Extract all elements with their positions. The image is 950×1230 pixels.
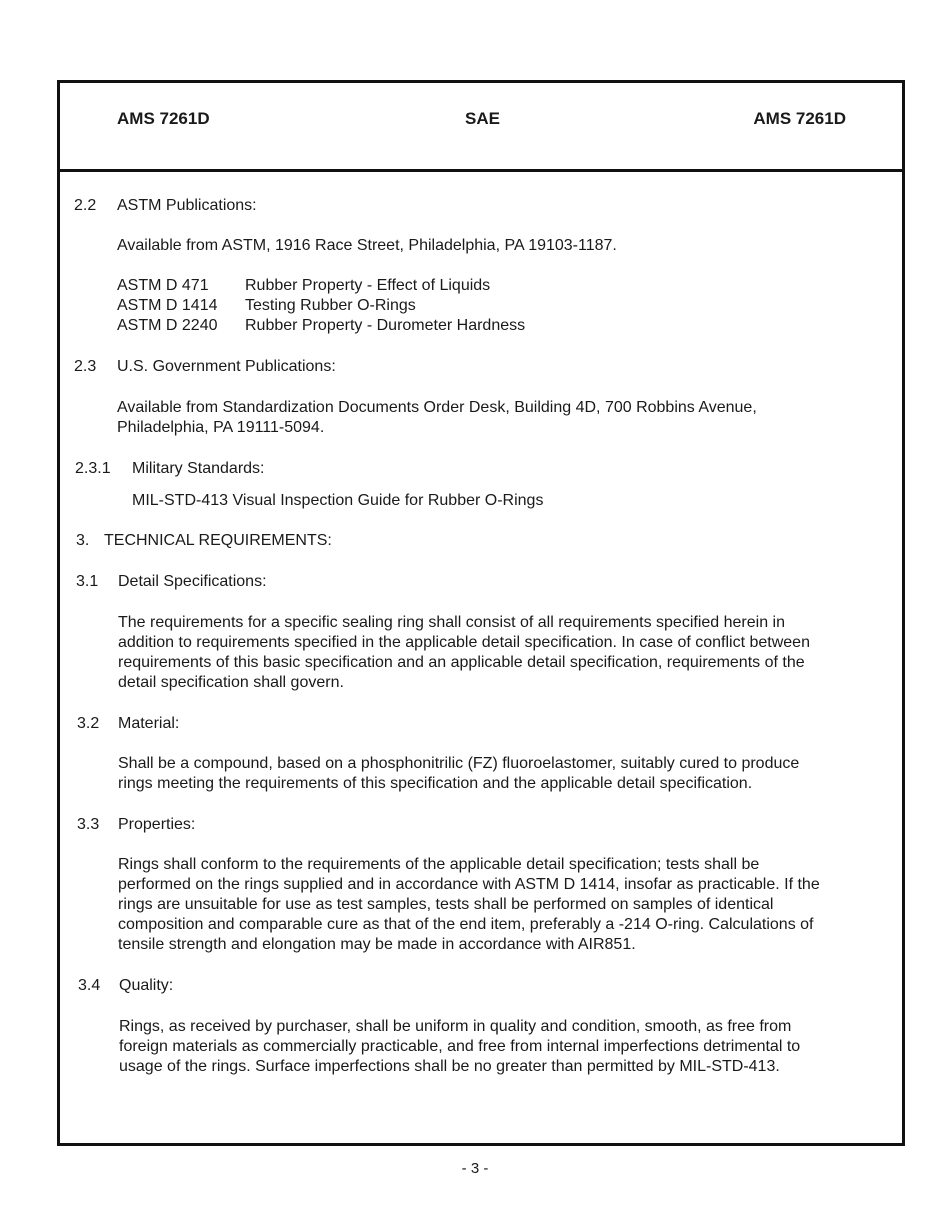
- paragraph-line: Philadelphia, PA 19111-5094.: [117, 419, 325, 436]
- section-3-1-number: 3.1: [76, 573, 99, 590]
- section-2-3-number: 2.3: [74, 358, 97, 375]
- section-2-2-title: ASTM Publications:: [117, 197, 257, 214]
- section-3-4-title: Quality:: [119, 977, 174, 994]
- section-3-4-number: 3.4: [78, 977, 101, 994]
- paragraph-line: foreign materials as commercially practicable, and free from internal imperfections detrimental to: [119, 1038, 801, 1055]
- section-3-1-body: [118, 613, 878, 693]
- reference-code: ASTM D 471: [117, 277, 209, 294]
- paragraph-line: rings are unsuitable for use as test samples, tests shall be performed on samples of identical: [118, 896, 774, 913]
- section-3-3-title: Properties:: [118, 816, 196, 833]
- header-doc-number-left: AMS 7261D: [117, 109, 210, 128]
- paragraph-line: composition and comparable cure as that of the end item, preferably a -214 O-ring. Calculations of: [118, 916, 814, 933]
- paragraph-line: Shall be a compound, based on a phosphonitrilic (FZ) fluoroelastomer, suitably cured to produce: [118, 755, 800, 772]
- reference-code: ASTM D 2240: [117, 317, 218, 334]
- reference-row: [117, 276, 490, 296]
- page-number: - 3 -: [461, 1160, 489, 1177]
- paragraph-line: tensile strength and elongation may be made in accordance with AIR851.: [118, 936, 636, 953]
- paragraph-line: Available from Standardization Documents Order Desk, Building 4D, 700 Robbins Avenue,: [117, 399, 757, 416]
- paragraph-line: detail specification shall govern.: [118, 674, 344, 691]
- section-3-2-body: [118, 754, 878, 794]
- section-3-3-number: 3.3: [77, 816, 100, 833]
- section-3-4-body: [119, 1017, 879, 1077]
- paragraph-line: requirements of this basic specification and an applicable detail specification, requirements of the: [118, 654, 805, 671]
- header-org: SAE: [465, 109, 500, 128]
- reference-title: Rubber Property - Effect of Liquids: [245, 277, 491, 294]
- section-2-3-1-number: 2.3.1: [75, 460, 111, 477]
- paragraph-line: performed on the rings supplied and in accordance with ASTM D 1414, insofar as practicable. If the: [118, 876, 820, 893]
- section-2-3-availability: [117, 398, 877, 438]
- section-2-3-title: U.S. Government Publications:: [117, 358, 336, 375]
- reference-row: [117, 296, 416, 316]
- section-3-number: 3.: [76, 532, 90, 549]
- paragraph-line: usage of the rings. Surface imperfections shall be no greater than permitted by MIL-STD-413.: [119, 1058, 780, 1075]
- section-3-title: TECHNICAL REQUIREMENTS:: [104, 532, 332, 549]
- paragraph-line: rings meeting the requirements of this specification and the applicable detail specification.: [118, 775, 753, 792]
- paragraph-line: Rings shall conform to the requirements of the applicable detail specification; tests shall be: [118, 856, 760, 873]
- reference-code: ASTM D 1414: [117, 297, 218, 314]
- section-2-2-number: 2.2: [74, 197, 97, 214]
- section-2-3-1-reference: MIL-STD-413 Visual Inspection Guide for Rubber O-Rings: [132, 492, 544, 509]
- reference-row: [117, 316, 525, 336]
- section-3-2-number: 3.2: [77, 715, 100, 732]
- reference-title: Testing Rubber O-Rings: [245, 297, 416, 314]
- section-2-2-availability: Available from ASTM, 1916 Race Street, Philadelphia, PA 19103-1187.: [117, 237, 617, 254]
- header-doc-number-right: AMS 7261D: [753, 109, 846, 128]
- section-3-2-title: Material:: [118, 715, 180, 732]
- paragraph-line: The requirements for a specific sealing ring shall consist of all requirements specified herein in: [118, 614, 785, 631]
- paragraph-line: addition to requirements specified in the applicable detail specification. In case of conflict between: [118, 634, 810, 651]
- reference-title: Rubber Property - Durometer Hardness: [245, 317, 526, 334]
- page-header: [60, 83, 902, 172]
- paragraph-line: Rings, as received by purchaser, shall be uniform in quality and condition, smooth, as free from: [119, 1018, 792, 1035]
- section-3-1-title: Detail Specifications:: [118, 573, 267, 590]
- section-2-3-1-title: Military Standards:: [132, 460, 265, 477]
- section-3-3-body: [118, 855, 878, 955]
